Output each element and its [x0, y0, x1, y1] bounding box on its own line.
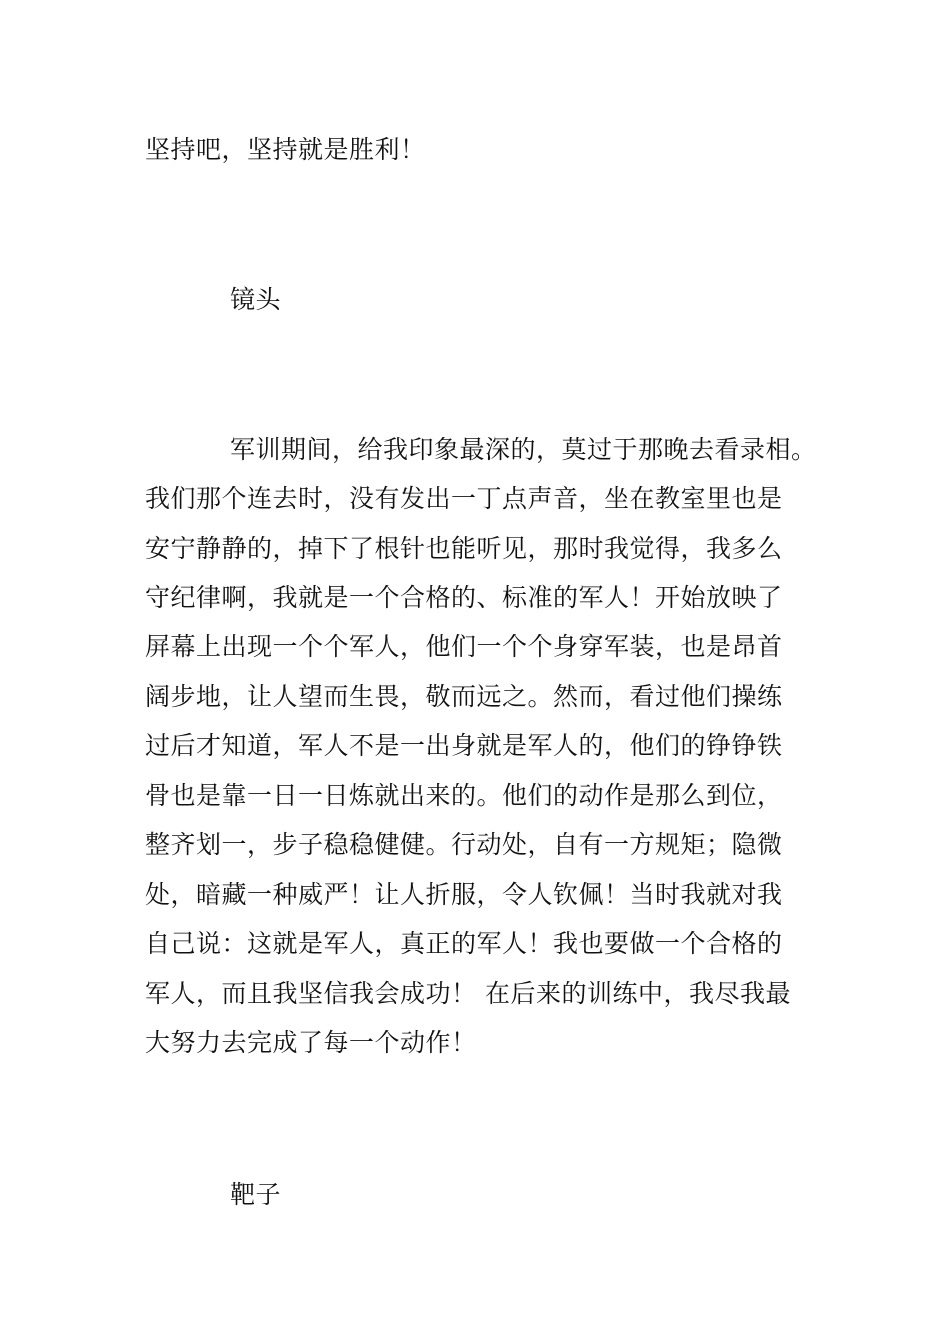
paragraph-line: 阔步地，让人望而生畏，敬而远之。然而，看过他们操练 — [145, 682, 783, 711]
paragraph-line: 过后才知道，军人不是一出身就是军人的，他们的铮铮铁 — [145, 731, 783, 760]
section-heading-lens: 镜头 — [230, 285, 282, 314]
paragraph-line: 骨也是靠一日一日炼就出来的。他们的动作是那么到位， — [145, 781, 783, 810]
paragraph-line: 军训期间，给我印象最深的，莫过于那晚去看录相。 — [230, 435, 817, 464]
paragraph-line: 我们那个连去时，没有发出一丁点声音，坐在教室里也是 — [145, 484, 783, 513]
paragraph-line: 大努力去完成了每一个动作！ — [145, 1028, 477, 1057]
paragraph-line: 守纪律啊，我就是一个合格的、标准的军人！开始放映了 — [145, 583, 783, 612]
paragraph-line: 屏幕上出现一个个军人，他们一个个身穿军装，也是昂首 — [145, 632, 783, 661]
section-heading-target: 靶子 — [230, 1180, 282, 1209]
paragraph-line: 军人，而且我坚信我会成功！ 在后来的训练中，我尽我最 — [145, 979, 791, 1008]
paragraph-line: 安宁静静的，掉下了根针也能听见，那时我觉得，我多么 — [145, 534, 783, 563]
paragraph-line: 自己说：这就是军人，真正的军人！我也要做一个合格的 — [145, 929, 783, 958]
paragraph-line: 整齐划一，步子稳稳健健。行动处，自有一方规矩；隐微 — [145, 830, 783, 859]
intro-line: 坚持吧，坚持就是胜利！ — [145, 135, 426, 164]
paragraph-line: 处，暗藏一种威严！让人折服，令人钦佩！当时我就对我 — [145, 880, 783, 909]
